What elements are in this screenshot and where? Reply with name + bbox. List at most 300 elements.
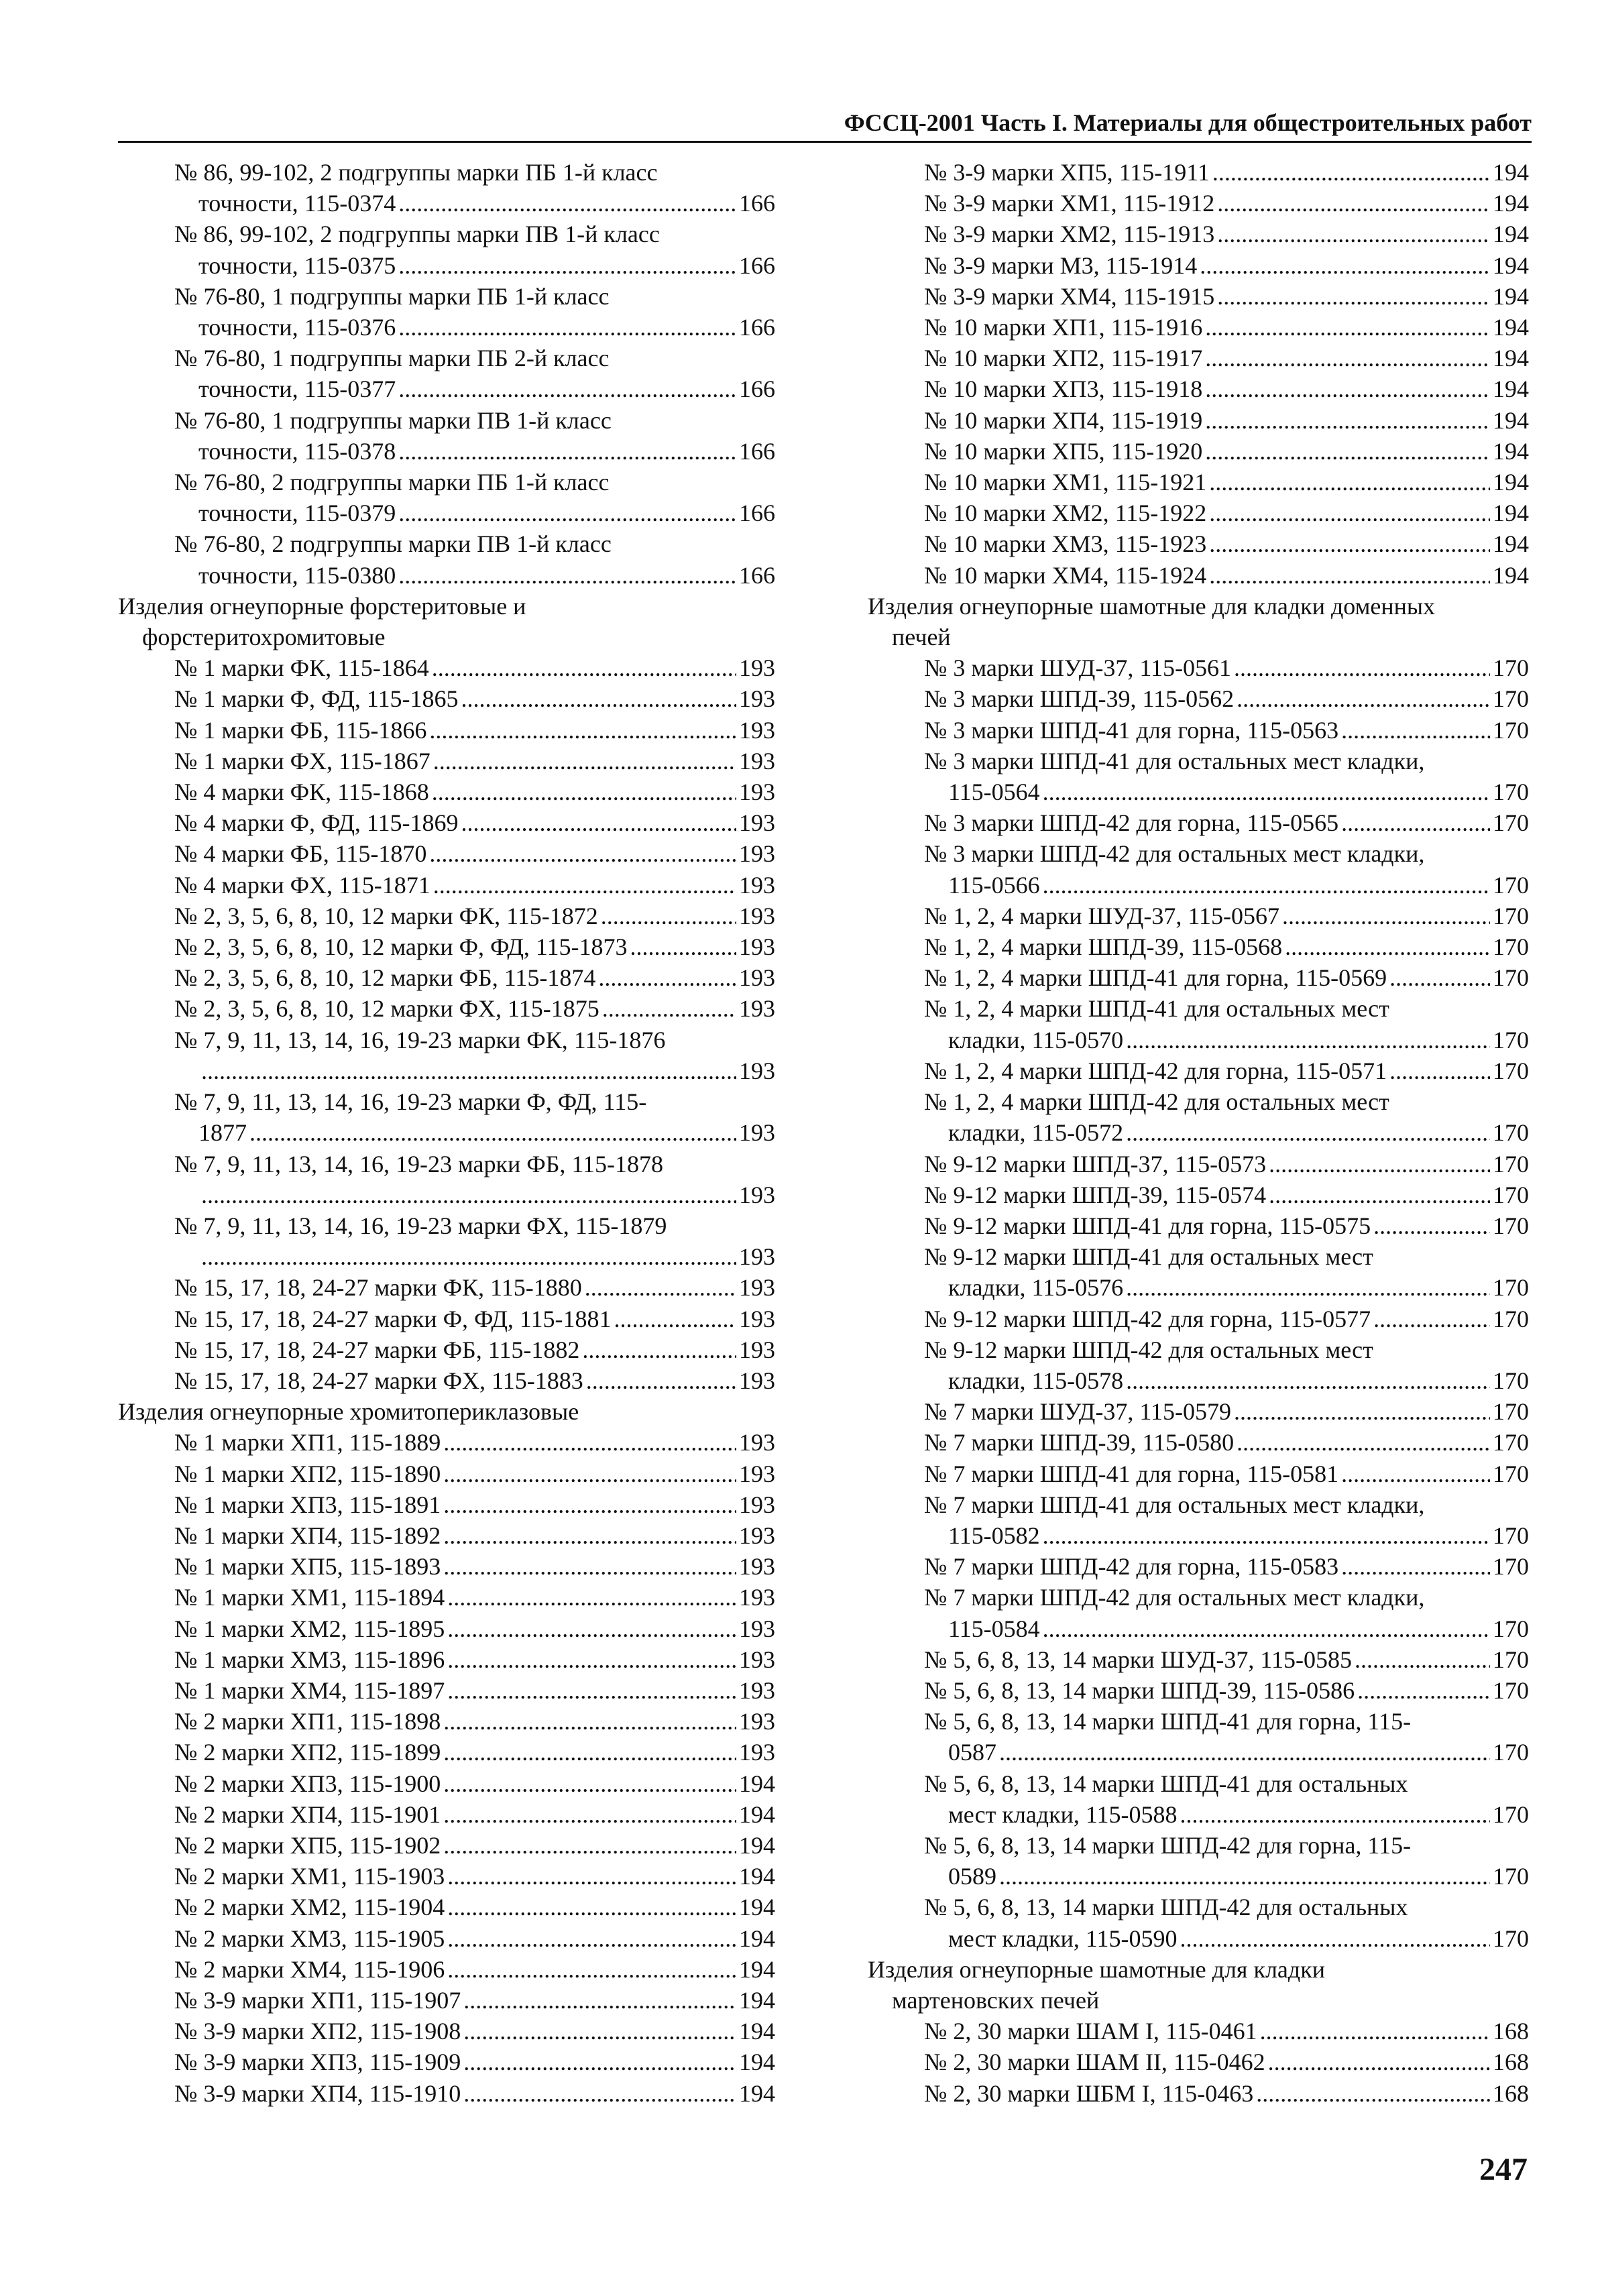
entry-text: № 2, 30 марки ШБМ I, 115-0463 (924, 2079, 1254, 2107)
entry-text: № 3 марки ШПД-41 для горна, 115-0563 (924, 716, 1339, 744)
index-entry (868, 2078, 1529, 2109)
page-ref: 170 (1493, 1212, 1529, 1239)
page-ref: 170 (1493, 685, 1529, 713)
entry-text: № 4 марки ФК, 115-1868 (174, 779, 429, 806)
leader-line (924, 1025, 1529, 1055)
entry-text: № 3-9 марки ХМ2, 115-1913 (924, 221, 1215, 248)
dot-leader (1237, 1427, 1490, 1458)
entry-text: точности, 115-0380 (198, 561, 396, 589)
page-ref: 193 (739, 1522, 775, 1549)
index-entry (118, 405, 775, 467)
dot-leader (443, 1830, 736, 1861)
leader-line (924, 1861, 1529, 1892)
entry-text: № 7, 9, 11, 13, 14, 16, 19-23 марки ФХ, 115-1879 (174, 1212, 667, 1239)
entry-text: № 5, 6, 8, 13, 14 марки ШУД-37, 115-0585 (924, 1646, 1352, 1673)
index-entry (118, 1830, 775, 1861)
page-ref: 168 (1493, 2018, 1529, 2045)
entry-text: 0589 (948, 1863, 996, 1890)
dot-leader (398, 436, 736, 467)
index-entry (118, 1706, 775, 1737)
entry-text: № 1, 2, 4 марки ШПД-41 для остальных мест (924, 995, 1389, 1023)
dot-leader (586, 1365, 736, 1396)
dot-leader (1234, 1396, 1490, 1427)
leader-line (174, 870, 775, 901)
leader-line (924, 498, 1529, 528)
index-entry (118, 467, 775, 528)
dot-leader (1373, 1304, 1490, 1334)
entry-text: кладки, 115-0578 (948, 1367, 1124, 1394)
dot-leader (443, 1520, 736, 1551)
entry-text: № 1 марки ХМ4, 115-1897 (174, 1676, 445, 1704)
leader-line (174, 962, 775, 993)
page-ref: 194 (1493, 561, 1529, 589)
leader-line (174, 1985, 775, 2016)
entry-text: № 2 марки ХМ1, 115-1903 (174, 1863, 445, 1890)
index-entry (868, 1241, 1529, 1303)
leader-line (924, 1923, 1529, 1954)
leader-line (924, 219, 1529, 249)
dot-leader (443, 1737, 736, 1768)
page-ref: 170 (1493, 1150, 1529, 1178)
index-entry (868, 1644, 1529, 1675)
index-entry (868, 1582, 1529, 1644)
leader-line (924, 2016, 1529, 2047)
page-ref: 193 (739, 1429, 775, 1456)
dot-leader (1217, 188, 1490, 219)
entry-text: № 10 марки ХП5, 115-1920 (924, 437, 1203, 465)
page-ref: 193 (739, 1119, 775, 1147)
dot-leader (447, 1954, 736, 1985)
index-heading (868, 1954, 1529, 2016)
page-ref: 166 (739, 561, 775, 589)
page-ref: 194 (739, 1925, 775, 1952)
page-ref: 194 (739, 1863, 775, 1890)
dot-leader (1256, 2078, 1490, 2109)
page-ref: 170 (1493, 1863, 1529, 1890)
index-entry (868, 1675, 1529, 1706)
page-ref: 170 (1493, 1522, 1529, 1549)
dot-leader (1373, 1210, 1490, 1241)
entry-text: 115-0564 (948, 779, 1040, 806)
index-entry (868, 2047, 1529, 2077)
entry-text: 1877 (198, 1119, 247, 1147)
index-entry (118, 1737, 775, 1768)
dot-leader (463, 2047, 736, 2077)
leader-line (174, 1489, 775, 1520)
leader-line (924, 1613, 1529, 1644)
index-entry (118, 1489, 775, 1520)
entry-text: № 4 марки Ф, ФД, 115-1869 (174, 809, 459, 837)
index-entry (868, 1892, 1529, 1953)
page-ref: 166 (739, 376, 775, 403)
page-ref: 170 (1493, 1429, 1529, 1456)
leader-line (174, 715, 775, 746)
entry-text: № 10 марки ХМ2, 115-1922 (924, 500, 1207, 527)
entry-text: № 2 марки ХП2, 115-1899 (174, 1739, 441, 1766)
entry-text: № 7, 9, 11, 13, 14, 16, 19-23 марки ФК, 115-1876 (174, 1026, 666, 1053)
entry-text: № 7, 9, 11, 13, 14, 16, 19-23 марки ФБ, 115-1878 (174, 1150, 664, 1178)
leader-line (174, 1458, 775, 1489)
leader-line (924, 931, 1529, 962)
leader-line (924, 250, 1529, 281)
leader-line (924, 1799, 1529, 1830)
entry-text: № 10 марки ХП4, 115-1919 (924, 406, 1203, 434)
entry-text: № 2, 3, 5, 6, 8, 10, 12 марки ФХ, 115-1875 (174, 995, 599, 1023)
entry-text: № 76-80, 1 подгруппы марки ПВ 1-й класс (174, 406, 612, 434)
page-ref: 194 (1493, 500, 1529, 527)
dot-leader (1043, 777, 1490, 807)
entry-text: № 1 марки ХП4, 115-1892 (174, 1522, 441, 1549)
page-ref: 194 (1493, 345, 1529, 372)
dot-leader (1200, 250, 1490, 281)
dot-leader (461, 683, 736, 714)
dot-leader (1126, 1365, 1490, 1396)
index-entry (118, 777, 775, 807)
dot-leader (614, 1304, 736, 1334)
dot-leader (447, 1923, 736, 1954)
leader-line (174, 1551, 775, 1582)
dot-leader (432, 652, 736, 683)
dot-leader (398, 560, 736, 591)
page-ref: 193 (739, 747, 775, 774)
page-ref: 170 (1493, 1181, 1529, 1208)
page-ref: 170 (1493, 1925, 1529, 1952)
index-entry (118, 1923, 775, 1954)
leader-line (924, 1117, 1529, 1148)
index-entry (868, 838, 1529, 900)
leader-line (924, 467, 1529, 498)
leader-line (174, 2047, 775, 2077)
dot-leader (1043, 1613, 1490, 1644)
page-ref: 170 (1493, 871, 1529, 899)
page-ref: 194 (1493, 406, 1529, 434)
page-ref: 166 (739, 500, 775, 527)
page-ref: 193 (739, 1181, 775, 1208)
dot-leader (463, 2078, 736, 2109)
index-entry (868, 374, 1529, 404)
index-entry (868, 157, 1529, 188)
dot-leader (398, 498, 736, 528)
index-entry (118, 2016, 775, 2047)
index-entry (118, 1892, 775, 1922)
page-ref: 194 (1493, 437, 1529, 465)
entry-text: № 1 марки ФХ, 115-1867 (174, 747, 431, 774)
index-entry (868, 1706, 1529, 1768)
dot-leader (461, 807, 736, 838)
entry-text: № 1 марки Ф, ФД, 115-1865 (174, 685, 459, 713)
leader-line (924, 683, 1529, 714)
entry-text: № 10 марки ХМ4, 115-1924 (924, 561, 1207, 589)
entry-text: точности, 115-0374 (198, 190, 396, 217)
page-ref: 194 (1493, 469, 1529, 496)
dot-leader (1209, 560, 1490, 591)
entry-text: № 2, 3, 5, 6, 8, 10, 12 марки ФБ, 115-1874 (174, 964, 596, 992)
index-entry (118, 807, 775, 838)
heading-line: Изделия огнеупорные шамотные для кладки (868, 1955, 1325, 1983)
index-entry (118, 1582, 775, 1613)
dot-leader (201, 1055, 736, 1086)
entry-text: № 1 марки ФК, 115-1864 (174, 654, 429, 682)
dot-leader (1205, 405, 1490, 436)
entry-text: № 15, 17, 18, 24-27 марки ФХ, 115-1883 (174, 1367, 583, 1394)
entry-text: № 3 марки ШПД-42 для горна, 115-0565 (924, 809, 1339, 837)
dot-leader (432, 777, 736, 807)
page-ref: 193 (739, 1584, 775, 1611)
dot-leader (1217, 281, 1490, 312)
leader-line (174, 188, 775, 219)
page-ref: 193 (739, 1491, 775, 1518)
entry-text: № 3 марки ШПД-39, 115-0562 (924, 685, 1235, 713)
entry-text: № 1 марки ХМ1, 115-1894 (174, 1584, 445, 1611)
dot-leader (1209, 467, 1490, 498)
dot-leader (1260, 2016, 1490, 2047)
leader-line (174, 1768, 775, 1799)
entry-text: № 7 марки ШПД-42 для остальных мест кладки, (924, 1584, 1425, 1611)
dot-leader (1234, 652, 1490, 683)
leader-line (174, 1892, 775, 1922)
dot-leader (1043, 1520, 1490, 1551)
dot-leader (1341, 1458, 1490, 1489)
page-ref: 194 (739, 1770, 775, 1797)
entry-text: № 1, 2, 4 марки ШПД-39, 115-0568 (924, 933, 1283, 961)
index-entry (868, 1180, 1529, 1210)
leader-line (174, 436, 775, 467)
page-ref: 170 (1493, 1800, 1529, 1828)
dot-leader (1237, 683, 1490, 714)
dot-leader (443, 1427, 736, 1458)
dot-leader (630, 931, 736, 962)
entry-text: № 7, 9, 11, 13, 14, 16, 19-23 марки Ф, ФД, 115- (174, 1088, 647, 1116)
dot-leader (1355, 1644, 1490, 1675)
page-ref: 194 (1493, 282, 1529, 310)
index-entry (118, 1675, 775, 1706)
dot-leader (601, 901, 736, 931)
dot-leader (249, 1117, 736, 1148)
index-entry (868, 1489, 1529, 1551)
leader-line (174, 1954, 775, 1985)
leader-line (924, 1458, 1529, 1489)
leader-line (174, 1799, 775, 1830)
page-ref: 193 (739, 809, 775, 837)
index-entry (118, 343, 775, 404)
entry-text: № 86, 99-102, 2 подгруппы марки ПБ 1-й класс (174, 159, 658, 186)
entry-text: № 1, 2, 4 марки ШПД-42 для остальных мест (924, 1088, 1389, 1116)
entry-text: № 1, 2, 4 марки ШПД-41 для горна, 115-0569 (924, 964, 1387, 992)
leader-line (924, 312, 1529, 343)
heading-line: Изделия огнеупорные шамотные для кладки доменных (868, 592, 1436, 620)
leader-line (174, 1582, 775, 1613)
index-entry (118, 870, 775, 901)
index-entry (868, 715, 1529, 746)
leader-line (924, 1365, 1529, 1396)
index-entry (118, 1365, 775, 1396)
index-entry (868, 993, 1529, 1055)
index-heading (118, 1396, 775, 1427)
index-entry (118, 1334, 775, 1365)
entry-text: мест кладки, 115-0588 (948, 1800, 1178, 1828)
page-ref: 194 (739, 2018, 775, 2045)
dot-leader (429, 838, 736, 869)
leader-line (924, 901, 1529, 931)
entry-text: № 2, 30 марки ШАМ II, 115-0462 (924, 2049, 1265, 2076)
leader-line (924, 1210, 1529, 1241)
page-ref: 193 (739, 1367, 775, 1394)
dot-leader (433, 870, 736, 901)
dot-leader (1341, 807, 1490, 838)
index-entry (118, 2047, 775, 2077)
leader-line (924, 715, 1529, 746)
page-ref: 170 (1493, 1305, 1529, 1332)
leader-line (924, 528, 1529, 559)
entry-text: 115-0584 (948, 1615, 1040, 1642)
index-entry (868, 1334, 1529, 1396)
dot-leader (443, 1768, 736, 1799)
entry-text: № 2 марки ХП3, 115-1900 (174, 1770, 441, 1797)
index-entry (868, 807, 1529, 838)
page-ref: 170 (1493, 933, 1529, 961)
page-ref: 170 (1493, 1274, 1529, 1302)
page-ref: 193 (739, 840, 775, 868)
leader-line (174, 560, 775, 591)
dot-leader (1043, 870, 1490, 901)
dot-leader (398, 250, 736, 281)
page-number: 247 (1479, 2152, 1528, 2187)
leader-line (924, 343, 1529, 374)
page-ref: 194 (1493, 376, 1529, 403)
entry-text: № 10 марки ХП3, 115-1918 (924, 376, 1203, 403)
page-ref: 170 (1493, 964, 1529, 992)
leader-line (174, 2016, 775, 2047)
dot-leader (1389, 962, 1490, 993)
leader-line (174, 1861, 775, 1892)
leader-line (924, 1272, 1529, 1303)
index-entry (868, 1458, 1529, 1489)
leader-line (924, 1396, 1529, 1427)
leader-line (174, 1304, 775, 1334)
page-ref: 194 (739, 1831, 775, 1859)
index-entry (118, 1799, 775, 1830)
leader-line (174, 807, 775, 838)
leader-line (924, 157, 1529, 188)
entry-text: № 7 марки ШПД-39, 115-0580 (924, 1429, 1235, 1456)
page-ref: 170 (1493, 779, 1529, 806)
dot-leader (598, 962, 736, 993)
index-entry (118, 1768, 775, 1799)
entry-text: № 2 марки ХМ3, 115-1905 (174, 1925, 445, 1952)
page-ref: 193 (739, 1243, 775, 1271)
page-ref: 170 (1493, 1739, 1529, 1766)
leader-line (174, 2078, 775, 2109)
dot-leader (1357, 1675, 1490, 1706)
index-entry (118, 1149, 775, 1210)
dot-leader (1282, 901, 1490, 931)
entry-text: № 10 марки ХП2, 115-1917 (924, 345, 1203, 372)
entry-text: № 1 марки ХП2, 115-1890 (174, 1460, 441, 1487)
leader-line (924, 436, 1529, 467)
entry-text: № 2 марки ХП4, 115-1901 (174, 1800, 441, 1828)
index-entry (118, 1025, 775, 1086)
entry-text: № 10 марки ХП1, 115-1916 (924, 314, 1203, 341)
heading-line: Изделия огнеупорные форстеритовые и (118, 592, 526, 620)
leader-line (174, 993, 775, 1024)
dot-leader (1269, 1149, 1490, 1180)
index-entry (868, 2016, 1529, 2047)
index-entry (118, 962, 775, 993)
page-ref: 194 (739, 2079, 775, 2107)
entry-text: № 86, 99-102, 2 подгруппы марки ПВ 1-й класс (174, 221, 660, 248)
leader-line (174, 652, 775, 683)
leader-line (924, 1737, 1529, 1768)
entry-text: № 9-12 марки ШПД-42 для горна, 115-0577 (924, 1305, 1371, 1332)
index-entry (868, 652, 1529, 683)
index-column-right (868, 157, 1529, 2109)
entry-text: № 15, 17, 18, 24-27 марки ФБ, 115-1882 (174, 1336, 580, 1363)
page-ref: 194 (739, 1986, 775, 2014)
index-entry (118, 2078, 775, 2109)
page-ref: 193 (739, 1646, 775, 1673)
dot-leader (429, 715, 736, 746)
page-ref: 166 (739, 437, 775, 465)
entry-text: № 1, 2, 4 марки ШУД-37, 115-0567 (924, 902, 1279, 929)
dot-leader (398, 188, 736, 219)
leader-line (174, 1427, 775, 1458)
entry-text: № 3-9 марки ХМ4, 115-1915 (924, 282, 1215, 310)
entry-text: № 15, 17, 18, 24-27 марки ФК, 115-1880 (174, 1274, 582, 1302)
index-entry (868, 312, 1529, 343)
page-ref: 170 (1493, 1615, 1529, 1642)
dot-leader (1205, 343, 1490, 374)
page-ref: 193 (739, 1336, 775, 1363)
page-ref: 194 (1493, 190, 1529, 217)
index-entry (118, 1272, 775, 1303)
entry-text: № 5, 6, 8, 13, 14 марки ШПД-42 для горна, 115- (924, 1831, 1412, 1859)
entry-text: № 5, 6, 8, 13, 14 марки ШПД-41 для остальных (924, 1770, 1408, 1797)
index-entry (118, 157, 775, 219)
entry-text: № 5, 6, 8, 13, 14 марки ШПД-39, 115-0586 (924, 1676, 1355, 1704)
entry-text: № 9-12 марки ШПД-37, 115-0573 (924, 1150, 1267, 1178)
index-entry (868, 343, 1529, 374)
index-entry (868, 1055, 1529, 1086)
entry-text: № 2 марки ХМ4, 115-1906 (174, 1955, 445, 1983)
page-ref: 193 (739, 1739, 775, 1766)
dot-leader (1212, 157, 1490, 188)
entry-text: № 3-9 марки ХП3, 115-1909 (174, 2049, 461, 2076)
leader-line (924, 1180, 1529, 1210)
dot-leader (447, 1613, 736, 1644)
index-entry (118, 1861, 775, 1892)
entry-text: № 2, 3, 5, 6, 8, 10, 12 марки ФК, 115-1872 (174, 902, 598, 929)
page-ref: 193 (739, 1708, 775, 1735)
page-ref: 166 (739, 190, 775, 217)
entry-text: 115-0582 (948, 1522, 1040, 1549)
page-ref: 170 (1493, 1646, 1529, 1673)
page-ref: 194 (739, 1894, 775, 1921)
entry-text: № 9-12 марки ШПД-39, 115-0574 (924, 1181, 1267, 1208)
index-entry (868, 962, 1529, 993)
page-ref: 193 (739, 1676, 775, 1704)
dot-leader (1126, 1272, 1490, 1303)
entry-text: кладки, 115-0570 (948, 1026, 1124, 1053)
index-entry (118, 683, 775, 714)
index-entry (868, 1086, 1529, 1148)
page-ref: 194 (1493, 314, 1529, 341)
index-entry (868, 188, 1529, 219)
dot-leader (1180, 1923, 1490, 1954)
page-ref: 193 (739, 1305, 775, 1332)
dot-leader (999, 1737, 1490, 1768)
entry-text: точности, 115-0377 (198, 376, 396, 403)
dot-leader (585, 1272, 736, 1303)
